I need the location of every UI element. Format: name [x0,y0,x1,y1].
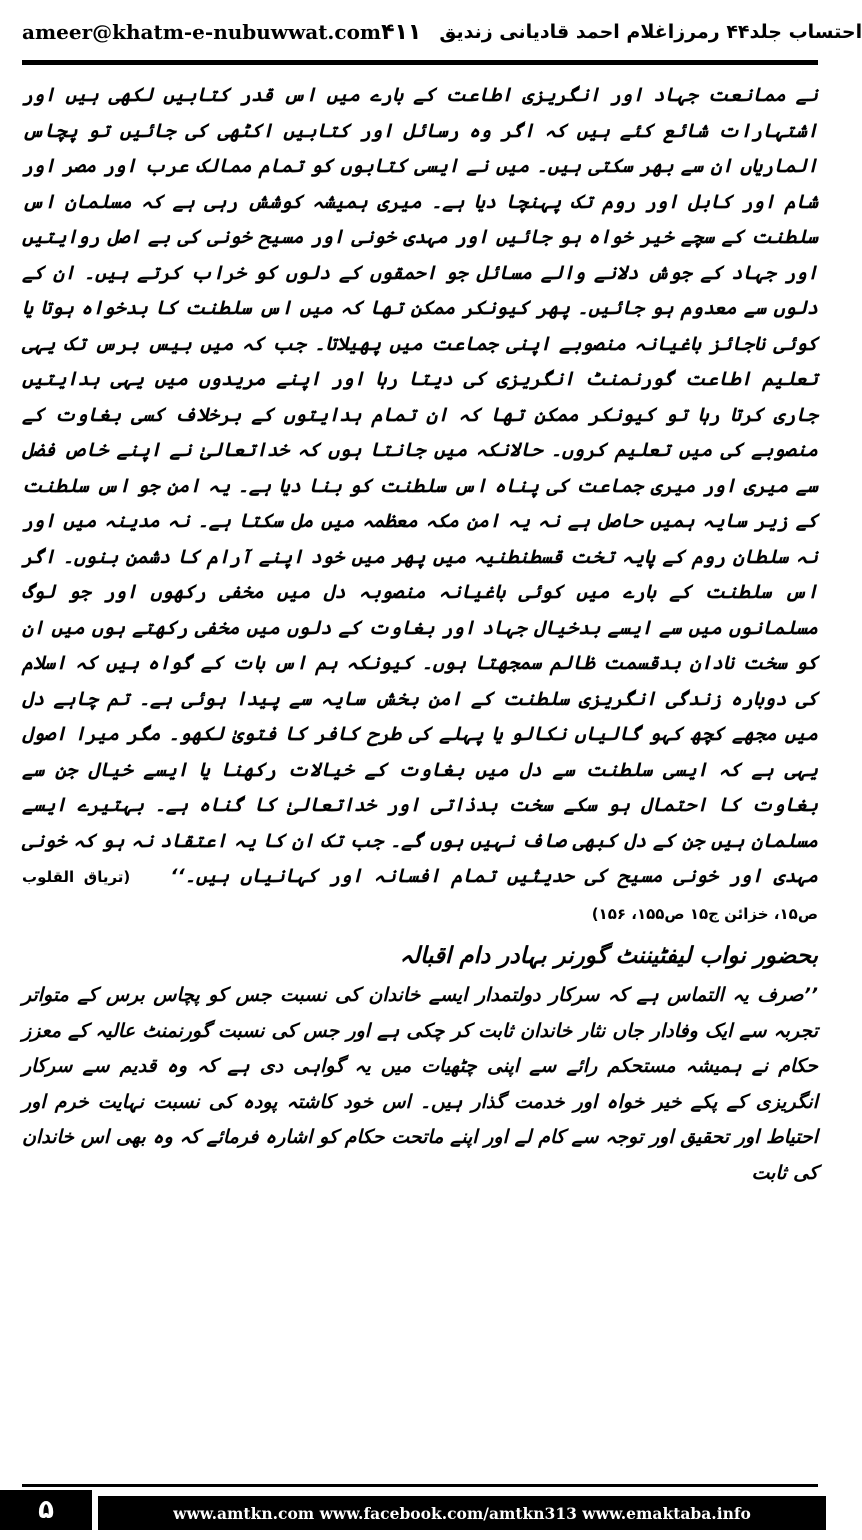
body-text [22,78,818,1191]
footer-divider [22,1484,818,1487]
header-divider [22,60,818,65]
header-email[interactable]: ameer@khatm-e-nubuwwat.com [22,20,382,44]
header-page-number: ۴۱۱ [381,19,422,45]
footer-links-bar[interactable]: www.amtkn.com www.facebook.com/amtkn313 www.emaktaba.info [98,1496,826,1530]
header-title: احتساب جلد۴۴ رمرزاغلام احمد قادیانی زندیق [439,21,862,43]
header-right-group [381,20,862,45]
petition-paragraph: ’’صرف یہ التماس ہے کہ سرکار دولتمدار ایسے خاندان کی نسبت جس کو پچاس برس کے متواتر تجربہ سے ایک وفادار جاں نثار خاندان ثابت کر چکی ہے اور جس کی نسبت گورنمنٹ عالیہ کے معزز حکام نے ہمیشہ مستحکم رائے سے اپنی چٹھیات میں یہ گواہی دی ہے کہ وہ قدیم سے سرکار انگریزی کے پکے خیر خواہ اور خدمت گذار ہیں۔ اس خود کاشتہ پودہ کی نسبت نہایت خرم اور احتیاط اور تحقیق اور توجہ سے کام لے اور اپنے ماتحت حکام کو اشارہ فرمائے کہ وہ بھی اس خاندان کی ثابت [22,984,818,1184]
quote-paragraph-text: نے ممانعت جہاد اور انگریزی اطاعت کے بارے میں اس قدر کتابیں لکھی ہیں اور اشتہارات شائع کئے ہیں کہ اگر وہ رسائل اور کتابیں اکٹھی کی جائیں تو پچاس الماریاں ان سے بھر سکتی ہیں۔ میں نے ایسی کتابوں کو تمام ممالک عرب اور مصر اور شام اور کابل اور روم تک پہنچا دیا ہے۔ میری ہمیشہ کوشش رہی ہے کہ مسلمان اس سلطنت کے سچے خیر خواہ ہو جائیں اور مہدی خونی اور مسیح خونی کی بے اصل روایتیں اور جہاد کے جوش دلانے والے مسائل جو احمقوں کے دلوں کو خراب کرتے ہیں۔ ان کے دلوں سے معدوم ہو جائیں۔ پھر کیونکر ممکن تھا کہ میں اس سلطنت کا بدخواہ ہوتا یا کوئی ناجائز باغیانہ منصوبے اپنی جماعت میں پھیلاتا۔ جب کہ میں بیس برس تک یہی تعلیم اطاعت گورنمنٹ انگریزی کی دیتا رہا اور اپنے مریدوں میں یہی ہدایتیں جاری کرتا رہا تو کیونکر ممکن تھا کہ ان تمام ہدایتوں کے برخلاف کسی بغاوت کے منصوبے کی میں تعلیم کروں۔ حالانکہ میں جانتا ہوں کہ خداتعالیٰ نے اپنے خاص فضل سے میری اور میری جماعت کی پناہ اس سلطنت کو بنا دیا ہے۔ یہ امن جو اس سلطنت کے زیر سایہ ہمیں حاصل ہے نہ یہ امن مکہ معظمہ میں مل سکتا ہے۔ نہ مدینہ میں اور نہ سلطان روم کے پایہ تخت قسطنطنیہ میں پھر میں خود اپنے آرام کا دشمن بنوں۔ اگر اس سلطنت کے بارے میں کوئی باغیانہ منصوبہ دل میں مخفی رکھوں اور جو لوگ مسلمانوں میں سے ایسے بدخیال جہاد اور بغاوت کے دلوں میں مخفی رکھتے ہوں میں ان کو سخت نادان بدقسمت ظالم سمجھتا ہوں۔ کیونکہ ہم اس بات کے گواہ ہیں کہ اسلام کی دوبارہ زندگی انگریزی سلطنت کے امن بخش سایہ سے پیدا ہوئی ہے۔ تم چاہے دل میں مجھے کچھ کہو گالیاں نکالو یا پہلے کی طرح کافر کا فتویٰ لکھو۔ مگر میرا اصول یہی ہے کہ ایسی سلطنت سے دل میں بغاوت کے خیالات رکھنا یا ایسے خیال جن سے بغاوت کا احتمال ہو سکے سخت بدذاتی اور خداتعالیٰ کا گناہ ہے۔ بہتیرے ایسے مسلمان ہیں جن کے دل کبھی صاف نہیں ہوں گے۔ جب تک ان کا یہ اعتقاد نہ ہو کہ خونی مہدی اور خونی مسیح کی حدیثیں تمام افسانہ اور کہانیاں ہیں۔‘‘ [22,84,818,887]
quote-paragraph [22,78,818,932]
citation-reference: (تریاق القلوب ص۱۵، خزائن ج۱۵ ص۱۵۵، ۱۵۶) [22,868,818,923]
section-heading: بحضور نواب لیفٹیننٹ گورنر بہادر دام اقبالہ [399,943,818,969]
footer-number-badge: ۵ [0,1490,92,1530]
page-header [22,12,862,52]
